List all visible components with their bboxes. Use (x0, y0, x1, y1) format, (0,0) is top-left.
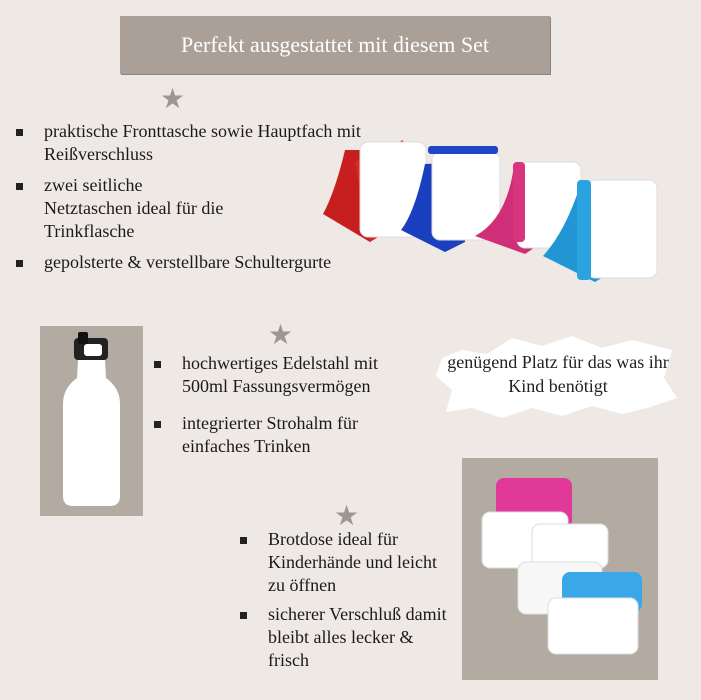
lunchbox-image (462, 458, 658, 680)
star-icon: ★ (334, 501, 360, 532)
lunchbox-photo (462, 458, 658, 680)
star-icon: ★ (268, 320, 294, 351)
star-icon: ★ (160, 84, 186, 115)
backpack-feature-item: praktische Fronttasche sowie Hauptfach mit Reißverschluss (16, 120, 364, 166)
backpack-feature-item: gepolsterte & verstellbare Schultergurte (16, 251, 464, 274)
page-title: Perfekt ausgestattet mit diesem Set (120, 16, 550, 74)
bottle-feature-list (154, 352, 392, 466)
lunchbox-blue (548, 572, 642, 654)
bottle-feature-item: hochwertiges Edelstahl mit 500ml Fassungsvermögen (154, 352, 392, 398)
backpacks-image (315, 132, 675, 297)
bottle-feature-item: integrierter Strohalm für einfaches Trinken (154, 412, 392, 458)
bottle-image (40, 326, 143, 516)
bottle-photo (40, 326, 143, 516)
backpack-feature-item: zwei seitliche Netztaschen ideal für die Trinkflasche (16, 174, 224, 243)
lunchbox-feature-item: Brotdose ideal für Kinderhände und leicht zu öffnen (240, 528, 448, 597)
splash-text: genügend Platz für das was ihr Kind benötigt (447, 352, 669, 396)
lunchbox-feature-item: sicherer Verschluß damit bleibt alles lecker & frisch (240, 603, 448, 672)
lunchbox-feature-list (240, 528, 448, 680)
